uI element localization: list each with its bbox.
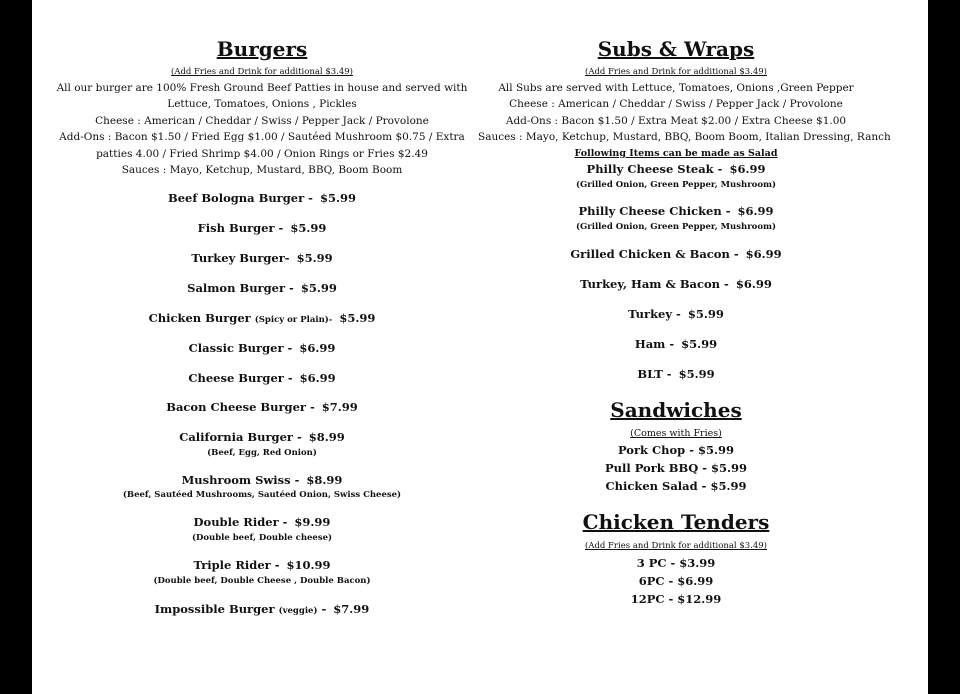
item-price: $6.99 [745, 247, 782, 261]
item-name: Fish Burger - [197, 221, 284, 235]
item-name: Pull Pork BBQ - [604, 461, 707, 475]
item-price: $5.99 [681, 337, 718, 351]
burgers-desc-line: patties 4.00 / Fried Shrimp $4.00 / Onion Rings or Fries $2.49 [96, 147, 428, 160]
menu-item [478, 204, 874, 219]
item-name: Impossible Burger [154, 602, 275, 616]
item-price: $5.99 [710, 479, 747, 493]
item-description: (Beef, Sautéed Mushrooms, Sautéed Onion, Swiss Cheese) [122, 490, 402, 500]
menu-item [478, 162, 874, 177]
item-price: $10.99 [286, 558, 331, 572]
menu-item [46, 251, 478, 266]
item-name: Mushroom Swiss - [181, 473, 300, 487]
item-price: $9.99 [294, 515, 331, 529]
item-price: $5.99 [698, 443, 735, 457]
item-name: Beef Bologna Burger - [168, 191, 313, 205]
menu-item [478, 367, 874, 382]
burgers-desc-line: Lettuce, Tomatoes, Onions , Pickles [167, 98, 357, 111]
menu-item [46, 400, 478, 415]
burgers-title: Burgers [216, 37, 308, 61]
menu-item [478, 572, 874, 590]
subs-description [478, 80, 891, 146]
item-name: Turkey Burger- [191, 251, 290, 265]
item-description: (Double beef, Double Cheese , Double Bacon) [153, 576, 371, 586]
subs-desc-line: Cheese : American / Cheddar / Swiss / Pepper Jack / Provolone [509, 98, 843, 111]
item-description: (Beef, Egg, Red Onion) [207, 448, 317, 458]
tenders-note: (Add Fries and Drink for additional $3.49) [585, 541, 767, 551]
item-name: Ham - [634, 337, 675, 351]
salad-note: Following Items can be made as Salad [574, 148, 778, 159]
item-name: Turkey, Ham & Bacon - [580, 277, 729, 291]
item-name: Pork Chop - [617, 443, 694, 457]
tenders-list [478, 554, 874, 608]
item-price: $8.99 [308, 430, 345, 444]
sandwiches-note: (Comes with Fries) [630, 428, 722, 439]
item-name: 6PC - [638, 574, 674, 588]
item-name: Turkey - [628, 307, 681, 321]
sandwiches-list [478, 441, 874, 495]
burgers-desc-line: All our burger are 100% Fresh Ground Beef Patties in house and served with [56, 82, 468, 94]
item-name: Classic Burger - [188, 341, 293, 355]
item-name: - [321, 602, 327, 616]
subs-desc-line: Add-Ons : Bacon $1.50 / Extra Meat $2.00 / Extra Cheese $1.00 [505, 114, 847, 127]
item-price: $6.99 [299, 371, 336, 385]
item-name: Philly Cheese Chicken - [578, 204, 731, 218]
item-price: $5.99 [319, 191, 356, 205]
menu-item [478, 477, 874, 495]
menu-item [46, 311, 478, 328]
item-name: California Burger - [179, 430, 302, 444]
item-price: $5.99 [290, 221, 327, 235]
item-name: Grilled Chicken & Bacon - [570, 247, 739, 261]
burgers-desc-line: Add-Ons : Bacon $1.50 / Fried Egg $1.00 / Sautéed Mushroom $0.75 / Extra [59, 131, 465, 144]
item-price: $8.99 [306, 473, 343, 487]
item-price: $5.99 [300, 281, 337, 295]
sandwiches-title: Sandwiches [610, 398, 742, 422]
menu-item [478, 554, 874, 572]
burgers-note: (Add Fries and Drink for additional $3.49) [171, 67, 353, 77]
item-name: Bacon Cheese Burger - [166, 400, 315, 414]
item-price: $7.99 [321, 400, 358, 414]
menu-item [46, 515, 478, 530]
item-price: $5.99 [296, 251, 333, 265]
item-price: $3.99 [679, 556, 716, 570]
menu-item [478, 459, 874, 477]
subs-title: Subs & Wraps [597, 37, 755, 61]
item-name: Cheese Burger - [188, 371, 293, 385]
item-price: $6.99 [729, 162, 766, 176]
item-name: 12PC - [630, 592, 674, 606]
burgers-desc-line: Cheese : American / Cheddar / Swiss / Pepper Jack / Provolone [95, 114, 429, 127]
item-name: Chicken Burger [148, 311, 251, 325]
item-description: (Grilled Onion, Green Pepper, Mushroom) [575, 222, 777, 232]
menu-item [478, 307, 874, 322]
item-price: $6.99 [299, 341, 336, 355]
menu-item [478, 247, 874, 262]
item-name: Triple Rider - [193, 558, 280, 572]
burgers-desc-line: Sauces : Mayo, Ketchup, Mustard, BBQ, Boom Boom [121, 164, 403, 177]
menu-item [478, 337, 874, 352]
subs-desc-line: Sauces : Mayo, Ketchup, Mustard, BBQ, Boom Boom, Italian Dressing, Ranch [478, 131, 891, 144]
tenders-title: Chicken Tenders [582, 510, 770, 534]
menu-item [478, 441, 874, 459]
left-frame-border [0, 0, 32, 694]
menu-item [478, 590, 874, 608]
menu-item [46, 341, 478, 356]
item-price: $6.99 [735, 277, 772, 291]
menu-item [46, 191, 478, 206]
item-option: (Spicy or Plain)- [254, 315, 333, 325]
item-name: Double Rider - [193, 515, 288, 529]
menu-item [46, 473, 478, 488]
item-name: Salmon Burger - [187, 281, 294, 295]
menu-item [46, 602, 478, 619]
item-description: (Double beef, Double cheese) [191, 533, 333, 543]
item-name: BLT - [637, 367, 672, 381]
burgers-description [46, 80, 478, 178]
menu-item [478, 277, 874, 292]
item-price: $5.99 [678, 367, 715, 381]
menu-item [46, 281, 478, 296]
item-price: $5.99 [711, 461, 748, 475]
subs-desc-line: All Subs are served with Lettuce, Tomatoes, Onions ,Green Pepper [498, 82, 854, 94]
item-option: (veggie) [278, 606, 318, 616]
item-price: $5.99 [687, 307, 724, 321]
item-price: $5.99 [339, 311, 376, 325]
right-frame-border [928, 0, 960, 694]
item-description: (Grilled Onion, Green Pepper, Mushroom) [575, 180, 777, 190]
subs-note: (Add Fries and Drink for additional $3.49) [585, 67, 767, 77]
menu-item [46, 558, 478, 573]
item-price: $6.99 [677, 574, 714, 588]
menu-item [46, 221, 478, 236]
item-price: $7.99 [333, 602, 370, 616]
item-name: Chicken Salad - [605, 479, 707, 493]
item-price: $6.99 [737, 204, 774, 218]
item-name: 3 PC - [636, 556, 676, 570]
menu-item [46, 371, 478, 386]
item-name: Philly Cheese Steak - [586, 162, 723, 176]
item-price: $12.99 [677, 592, 722, 606]
menu-item [46, 430, 478, 445]
